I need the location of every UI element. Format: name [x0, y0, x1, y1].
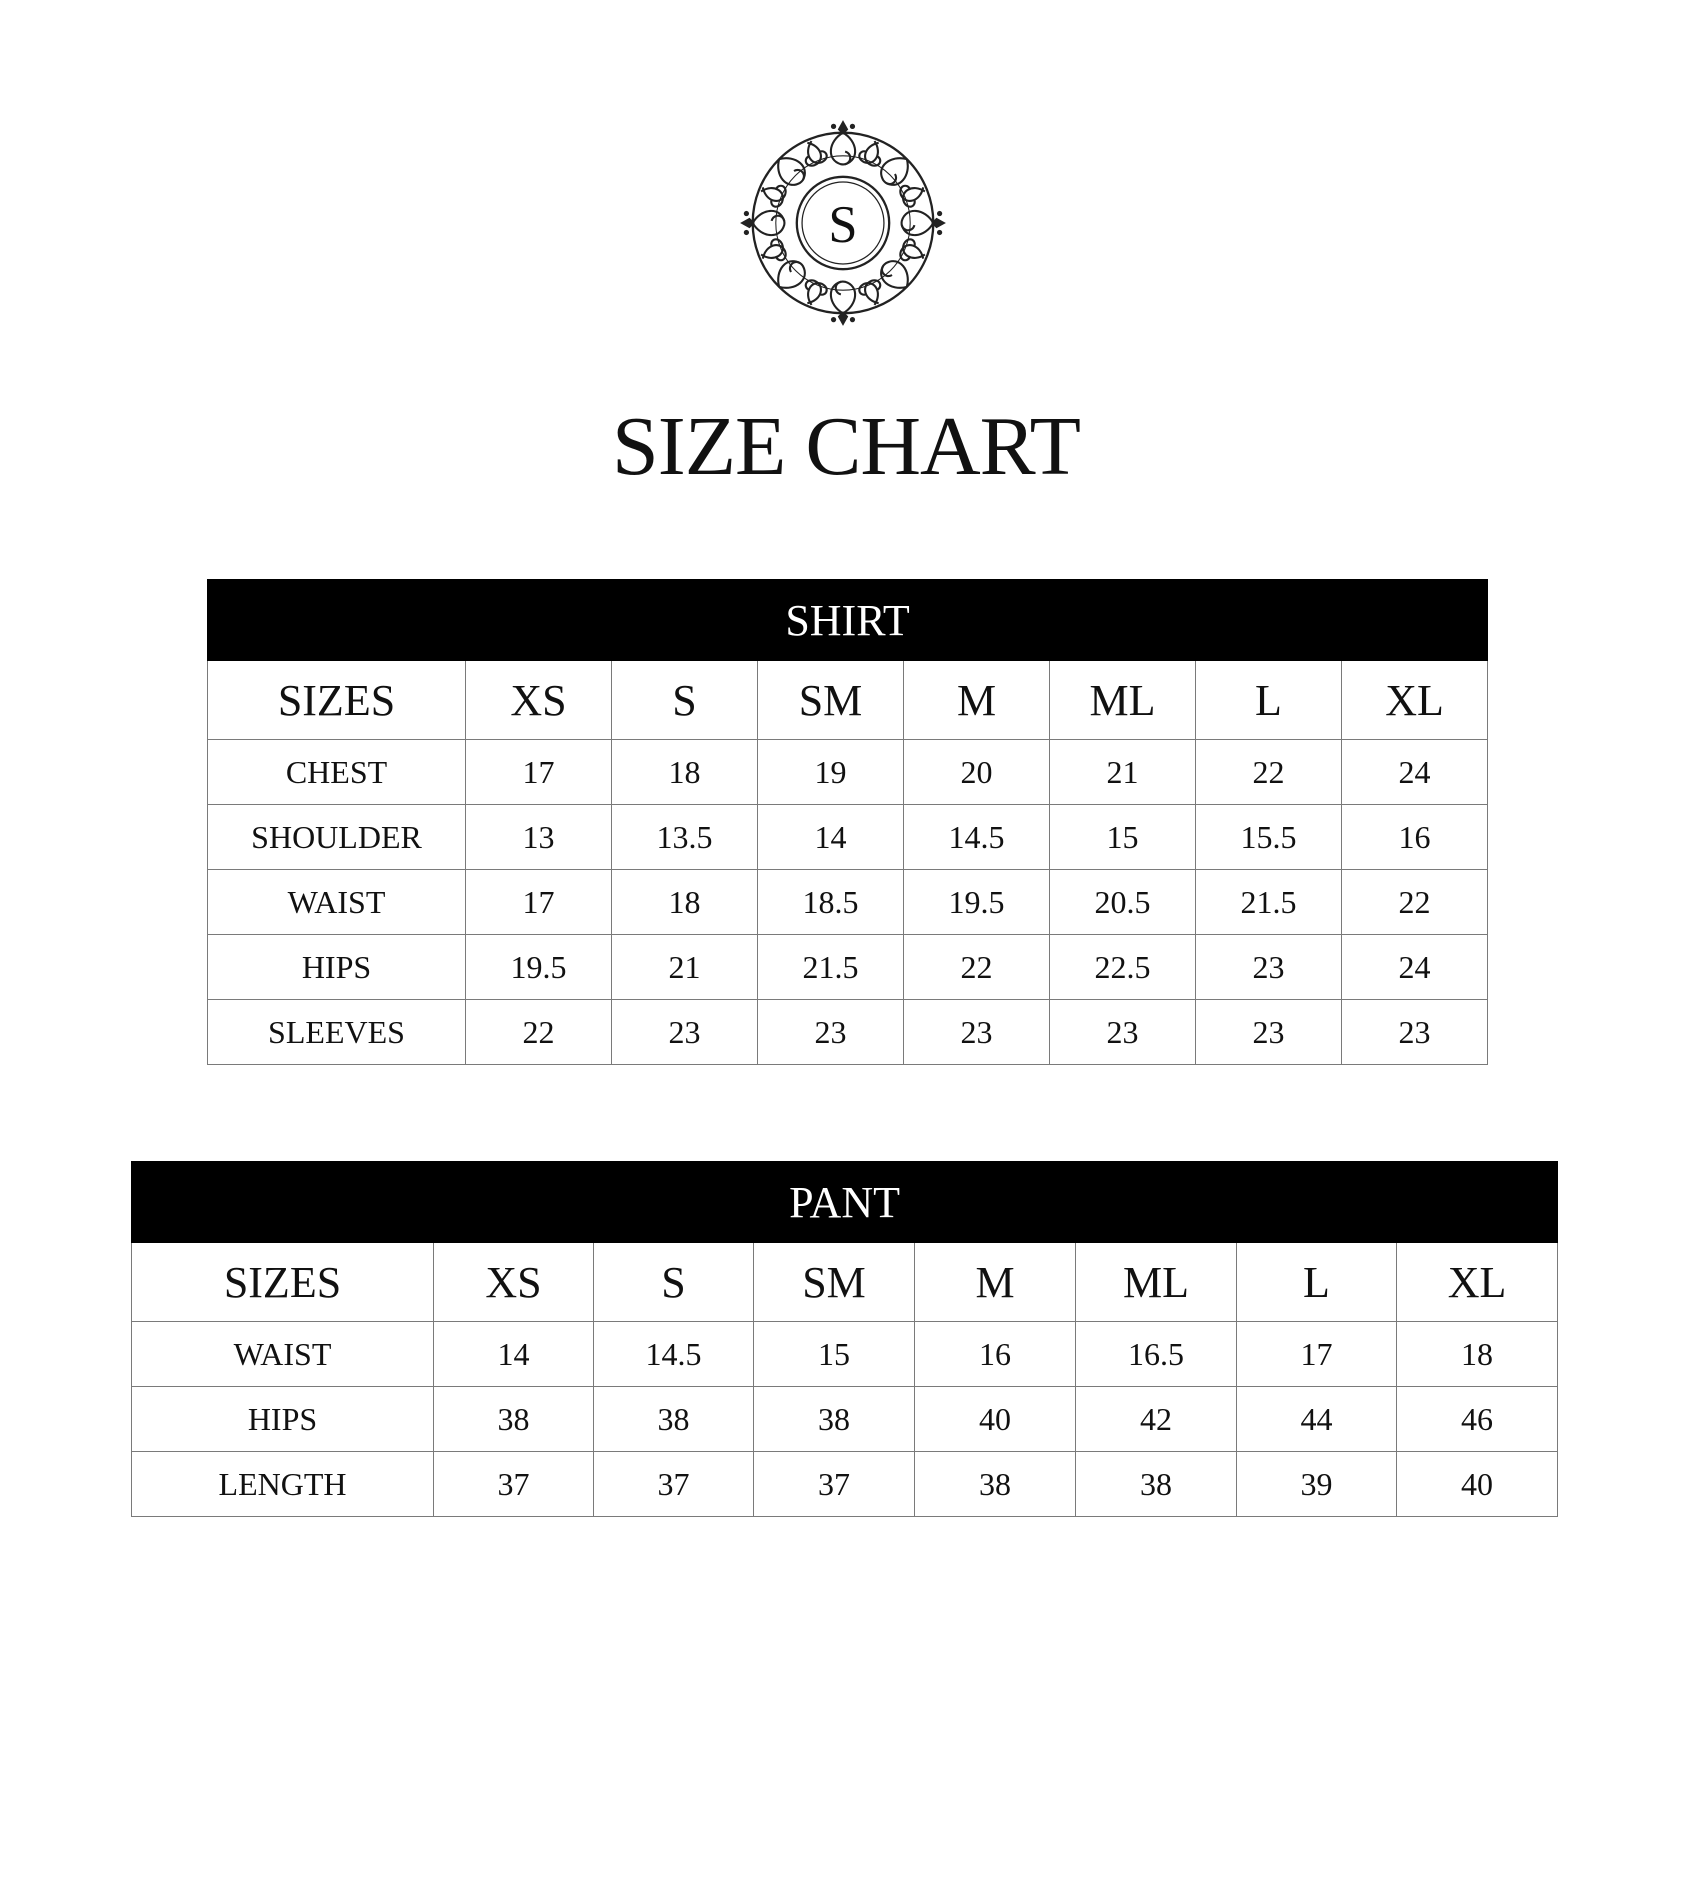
- measurement-value: 16.5: [1076, 1322, 1237, 1387]
- size-column-header: ML: [1050, 661, 1196, 740]
- measurement-value: 23: [1196, 1000, 1342, 1065]
- measurement-value: 40: [915, 1387, 1076, 1452]
- measurement-value: 19.5: [904, 870, 1050, 935]
- measurement-value: 42: [1076, 1387, 1237, 1452]
- measurement-value: 23: [1050, 1000, 1196, 1065]
- table-row: [208, 805, 1488, 870]
- size-column-header: XL: [1397, 1243, 1558, 1322]
- measurement-value: 13: [466, 805, 612, 870]
- measurement-value: 14: [434, 1322, 594, 1387]
- measurement-value: 38: [754, 1387, 915, 1452]
- measurement-value: 22: [466, 1000, 612, 1065]
- measurement-value: 38: [915, 1452, 1076, 1517]
- size-column-header: M: [915, 1243, 1076, 1322]
- pant-size-table: [131, 1161, 1558, 1517]
- page-title: SIZE CHART: [612, 400, 1080, 493]
- measurement-value: 19.5: [466, 935, 612, 1000]
- measurement-value: 37: [594, 1452, 754, 1517]
- table-row: [132, 1387, 1558, 1452]
- shirt-size-header-row: [208, 661, 1488, 740]
- measurement-value: 14: [758, 805, 904, 870]
- size-column-header: XL: [1342, 661, 1488, 740]
- pant-table-title: PANT: [132, 1162, 1558, 1243]
- size-column-header: XS: [434, 1243, 594, 1322]
- table-row: [132, 1452, 1558, 1517]
- measurement-value: 21.5: [758, 935, 904, 1000]
- measurement-value: 22: [1342, 870, 1488, 935]
- measurement-value: 21: [612, 935, 758, 1000]
- measurement-value: 39: [1237, 1452, 1397, 1517]
- table-row: [208, 740, 1488, 805]
- measurement-label: WAIST: [132, 1322, 434, 1387]
- size-column-header: M: [904, 661, 1050, 740]
- measurement-value: 19: [758, 740, 904, 805]
- measurement-value: 15: [754, 1322, 915, 1387]
- measurement-value: 22: [1196, 740, 1342, 805]
- measurement-value: 44: [1237, 1387, 1397, 1452]
- pant-size-header-row: [132, 1243, 1558, 1322]
- measurement-value: 16: [915, 1322, 1076, 1387]
- measurement-value: 21.5: [1196, 870, 1342, 935]
- measurement-label: LENGTH: [132, 1452, 434, 1517]
- measurement-label: CHEST: [208, 740, 466, 805]
- size-column-header: S: [594, 1243, 754, 1322]
- measurement-value: 23: [1196, 935, 1342, 1000]
- size-column-header: S: [612, 661, 758, 740]
- size-column-header: L: [1237, 1243, 1397, 1322]
- measurement-value: 24: [1342, 740, 1488, 805]
- measurement-value: 16: [1342, 805, 1488, 870]
- measurement-label: HIPS: [132, 1387, 434, 1452]
- measurement-value: 13.5: [612, 805, 758, 870]
- measurement-value: 46: [1397, 1387, 1558, 1452]
- brand-logo: [738, 118, 948, 328]
- size-header-label: SIZES: [208, 661, 466, 740]
- measurement-value: 38: [1076, 1452, 1237, 1517]
- size-header-label: SIZES: [132, 1243, 434, 1322]
- measurement-value: 17: [466, 740, 612, 805]
- ornament-icon: [738, 118, 948, 328]
- measurement-label: WAIST: [208, 870, 466, 935]
- measurement-value: 23: [758, 1000, 904, 1065]
- measurement-value: 23: [904, 1000, 1050, 1065]
- size-column-header: L: [1196, 661, 1342, 740]
- measurement-value: 38: [594, 1387, 754, 1452]
- measurement-value: 18: [612, 870, 758, 935]
- measurement-label: SHOULDER: [208, 805, 466, 870]
- size-column-header: XS: [466, 661, 612, 740]
- measurement-value: 21: [1050, 740, 1196, 805]
- table-row: [208, 935, 1488, 1000]
- measurement-value: 14.5: [904, 805, 1050, 870]
- measurement-value: 24: [1342, 935, 1488, 1000]
- shirt-size-table: [207, 579, 1488, 1065]
- measurement-value: 15.5: [1196, 805, 1342, 870]
- measurement-value: 37: [434, 1452, 594, 1517]
- measurement-value: 18: [612, 740, 758, 805]
- measurement-value: 22.5: [1050, 935, 1196, 1000]
- size-column-header: SM: [758, 661, 904, 740]
- measurement-value: 40: [1397, 1452, 1558, 1517]
- measurement-value: 23: [1342, 1000, 1488, 1065]
- measurement-label: HIPS: [208, 935, 466, 1000]
- measurement-value: 20.5: [1050, 870, 1196, 935]
- measurement-value: 20: [904, 740, 1050, 805]
- measurement-value: 38: [434, 1387, 594, 1452]
- measurement-value: 17: [466, 870, 612, 935]
- table-row: [132, 1322, 1558, 1387]
- table-row: [208, 1000, 1488, 1065]
- logo-letter: S: [828, 195, 858, 254]
- shirt-table-title: SHIRT: [208, 580, 1488, 661]
- measurement-value: 14.5: [594, 1322, 754, 1387]
- measurement-value: 18: [1397, 1322, 1558, 1387]
- measurement-label: SLEEVES: [208, 1000, 466, 1065]
- measurement-value: 15: [1050, 805, 1196, 870]
- measurement-value: 22: [904, 935, 1050, 1000]
- measurement-value: 37: [754, 1452, 915, 1517]
- measurement-value: 23: [612, 1000, 758, 1065]
- measurement-value: 18.5: [758, 870, 904, 935]
- size-column-header: ML: [1076, 1243, 1237, 1322]
- size-column-header: SM: [754, 1243, 915, 1322]
- measurement-value: 17: [1237, 1322, 1397, 1387]
- table-row: [208, 870, 1488, 935]
